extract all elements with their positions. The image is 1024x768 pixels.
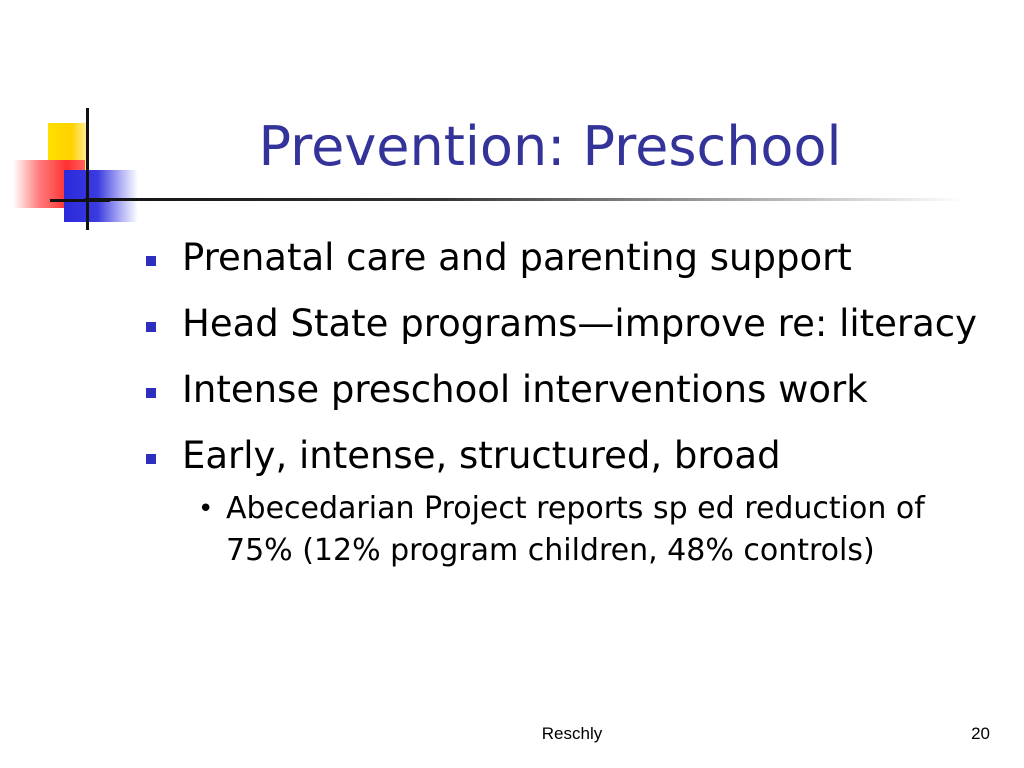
logo-vertical-line <box>86 108 89 230</box>
dot-bullet-icon: • <box>198 494 214 524</box>
square-bullet-icon <box>146 322 156 332</box>
bullet-text: Head State programs—improve re: literacy <box>182 302 978 345</box>
bullet-item <box>140 298 980 350</box>
logo-blue-square <box>64 170 138 222</box>
decorative-logo <box>10 108 150 233</box>
page-number: 20 <box>971 724 990 743</box>
bullet-text: Early, intense, structured, broad <box>182 434 781 477</box>
sub-bullet-item <box>140 488 986 572</box>
title-divider <box>85 198 965 201</box>
bullet-item <box>140 430 980 482</box>
sub-bullet-text: Abecedarian Project reports sp ed reduction of 75% (12% program children, 48% controls) <box>226 491 925 568</box>
bullet-text: Intense preschool interventions work <box>182 368 868 411</box>
square-bullet-icon <box>146 388 156 398</box>
slide-body <box>140 232 980 572</box>
bullet-item <box>140 232 980 284</box>
bullet-text: Prenatal care and parenting support <box>182 236 852 279</box>
slide-title: Prevention: Preschool <box>258 115 842 178</box>
bullet-item <box>140 364 980 416</box>
footer-author: Reschly <box>541 724 603 743</box>
square-bullet-icon <box>146 256 156 266</box>
square-bullet-icon <box>146 454 156 464</box>
